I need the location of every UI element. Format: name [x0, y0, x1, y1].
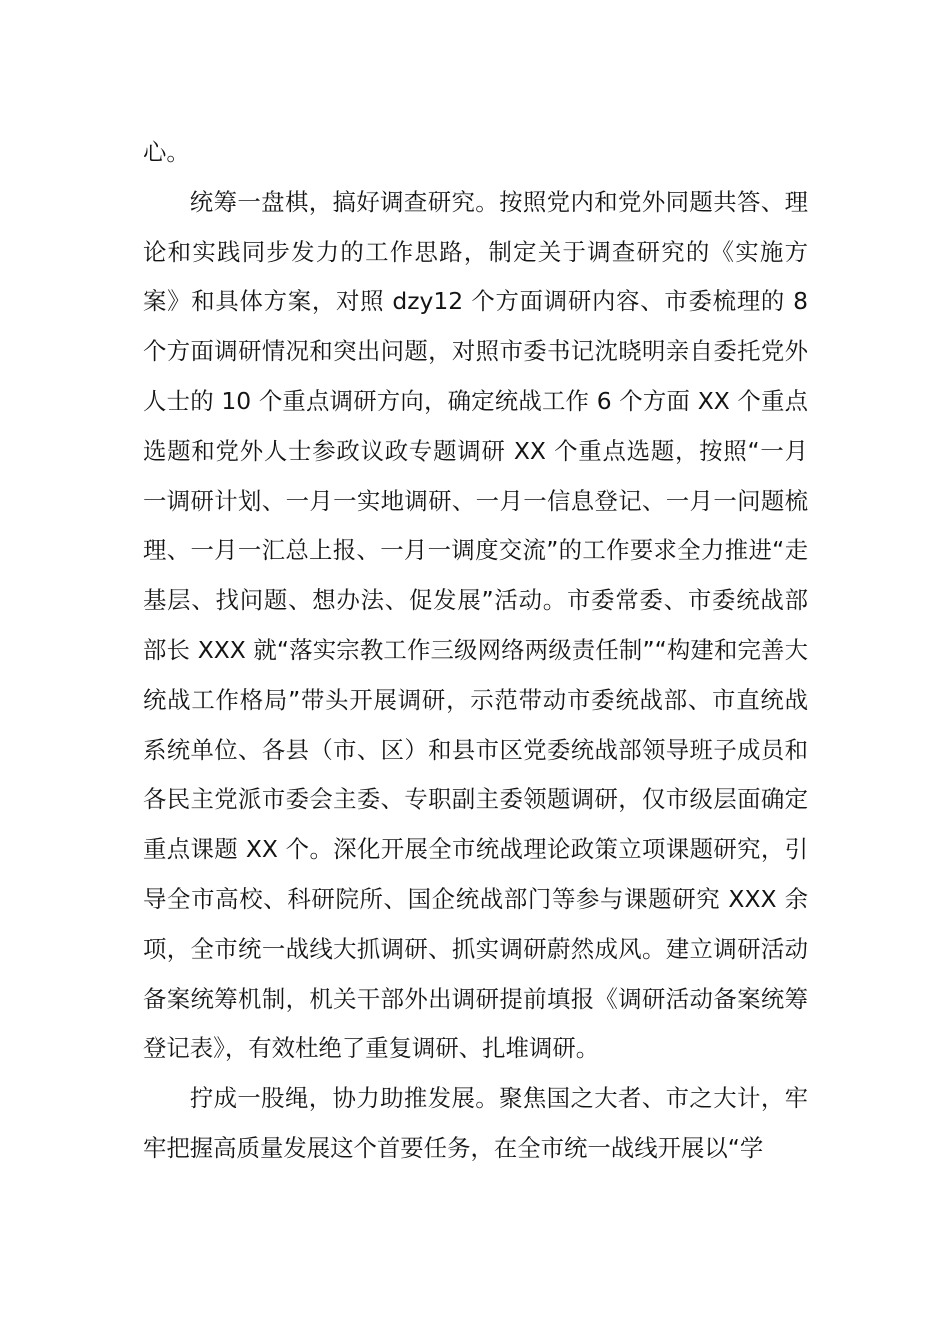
paragraph-development: 拧成一股绳，协力助推发展。聚焦国之大者、市之大计，牢牢把握高质量发展这个首要任务，在全市统一战线开展以“学	[143, 1084, 808, 1162]
paragraph-research: 统筹一盘棋，搞好调查研究。按照党内和党外同题共答、理论和实践同步发力的工作思路，制定关于调查研究的《实施方案》和具体方案，对照 dzy12 个方面调研内容、市委梳理的 8 个方面调研情况和突出问题，对照市委书记沈晓明亲自委托党外人士的 10 个重点调研方向，确定统战工作 6 个方面 XX 个重点选题和党外人士参政议政专题调研 XX 个重点选题，按照“一月一调研计划、一月一实地调研、一月一信息登记、一月一问题梳理、一月一汇总上报、一月一调度交流”的工作要求全力推进“走基层、找问题、想办法、促发展”活动。市委常委、市委统战部部长 XXX 就“落实宗教工作三级网络两级责任制”“构建和完善大统战工作格局”带头开展调研，示范带动市委统战部、市直统战系统单位、各县（市、区）和县市区党委统战部领导班子成员和各民主党派市委会主委、专职副主委领题调研，仅市级层面确定重点课题 XX 个。深化开展全市统战理论政策立项课题研究，引导全市高校、科研院所、国企统战部门等参与课题研究 XXX 余项，全市统一战线大抓调研、抓实调研蔚然成风。建立调研活动备案统筹机制，机关干部外出调研提前填报《调研活动备案统筹登记表》，有效杜绝了重复调研、扎堆调研。	[143, 187, 808, 1063]
document-body	[143, 128, 808, 1174]
paragraph-continuation: 心。	[143, 138, 190, 166]
